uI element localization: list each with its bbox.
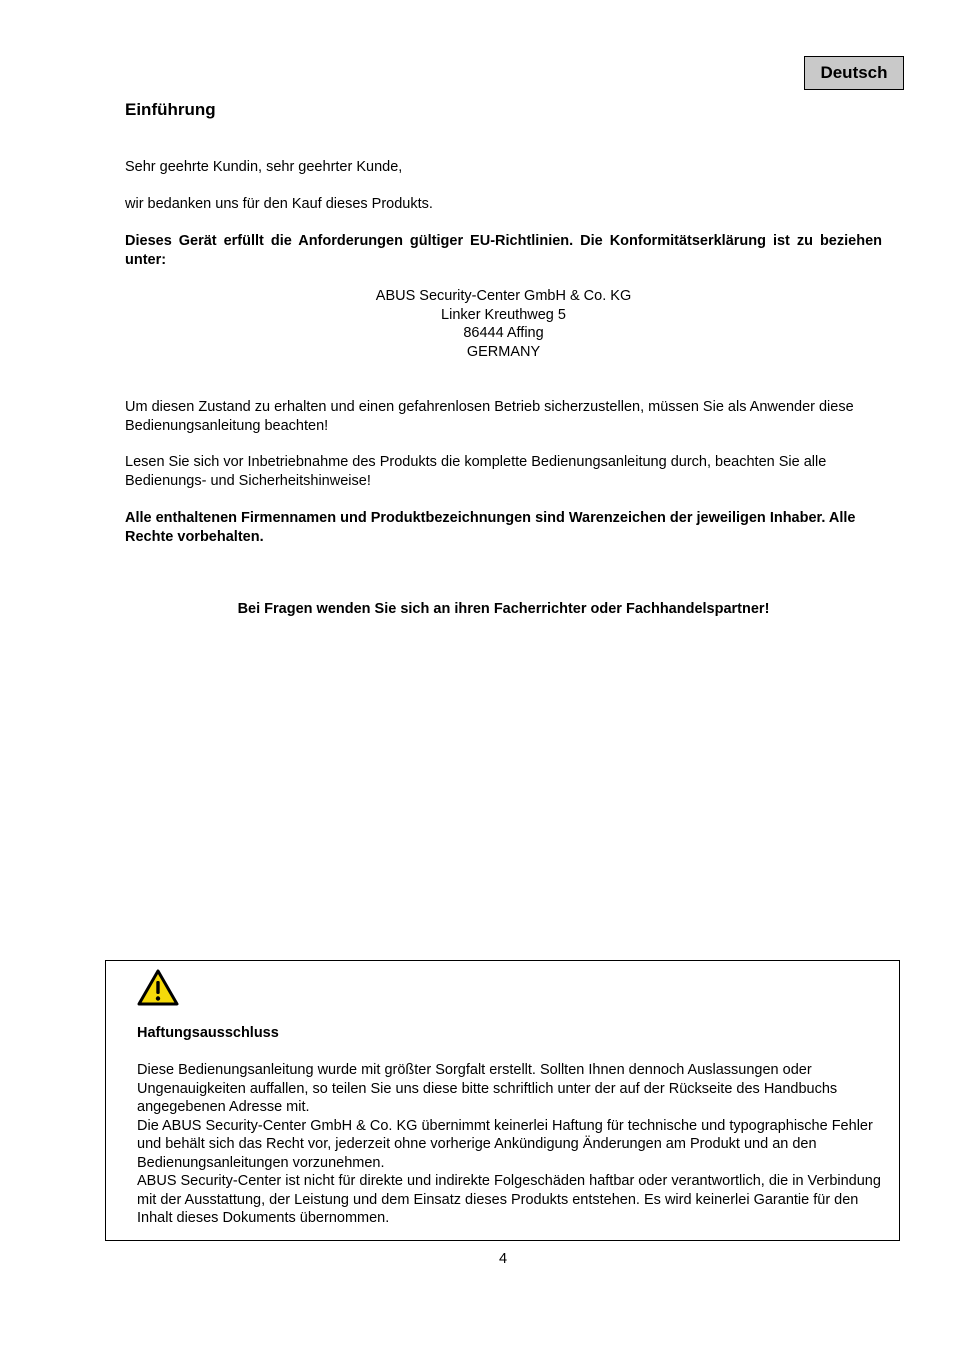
address-country: GERMANY [466,343,541,360]
disclaimer-body [137,1061,887,1228]
address-street: Linker Kreuthweg 5 [441,306,566,323]
page-number: 4 [498,1251,508,1267]
disclaimer-title: Haftungsausschluss [137,1025,279,1041]
disclaimer-paragraph-2: Die ABUS Security-Center GmbH & Co. KG übernimmt keinerlei Haftung für technische und typographische Fehler und behält sich das Recht vor, jederzeit ohne vorherige Ankündigung Änderungen am Produkt und an den Bedienungsanleitungen vorzunehmen. [137,1117,873,1171]
language-badge: Deutsch [804,56,904,90]
address-city: 86444 Affing [463,325,544,341]
salutation-text: Sehr geehrte Kundin, sehr geehrter Kunde, [125,159,403,175]
disclaimer-paragraph-3: ABUS Security-Center ist nicht für direkte und indirekte Folgeschäden haftbar oder verantwortlich, die in Verbindung mit der Ausstattung, der Leistung und dem Einsatz dieses Produkts entstehen. Es wird keinerlei Garantie für den Inhalt dieses Dokuments übernommen. [137,1173,881,1226]
page-title: Einführung [125,100,216,119]
thanks-text: wir bedanken uns für den Kauf dieses Produkts. [125,196,433,212]
address-company: ABUS Security-Center GmbH & Co. KG [375,288,632,304]
trademarks-text: Alle enthaltenen Firmennamen und Produktbezeichnungen sind Warenzeichen der jeweiligen Inhaber. Alle Rechte vorbehalten. [125,510,856,545]
read-manual-text: Lesen Sie sich vor Inbetriebnahme des Produkts die komplette Bedienungsanleitung durch, beachten Sie alle Bedienungs- und Sicherheitshinweise! [125,454,827,489]
disclaimer-paragraph-1: Diese Bedienungsanleitung wurde mit größter Sorgfalt erstellt. Sollten Ihnen dennoch Auslassungen oder Ungenauigkeiten auffallen, so teilen Sie uns diese bitte schriftlich unter der auf der Rückseite des Handbuchs angegebenen Adresse mit. [137,1062,838,1115]
conformity-text: Dieses Gerät erfüllt die Anforderungen gültiger EU-Richtlinien. Die Konformitätserklärung ist zu beziehen unter: [125,233,882,268]
questions-note: Bei Fragen wenden Sie sich an ihren Facherrichter oder Fachhandelspartner! [237,601,770,617]
address-block [125,287,882,361]
disclaimer-box [105,960,900,1241]
warning-icon [136,968,180,1008]
maintain-text: Um diesen Zustand zu erhalten und einen gefahrenlosen Betrieb sicherzustellen, müssen Sie als Anwender diese Bedienungsanleitung beachten! [125,399,854,434]
